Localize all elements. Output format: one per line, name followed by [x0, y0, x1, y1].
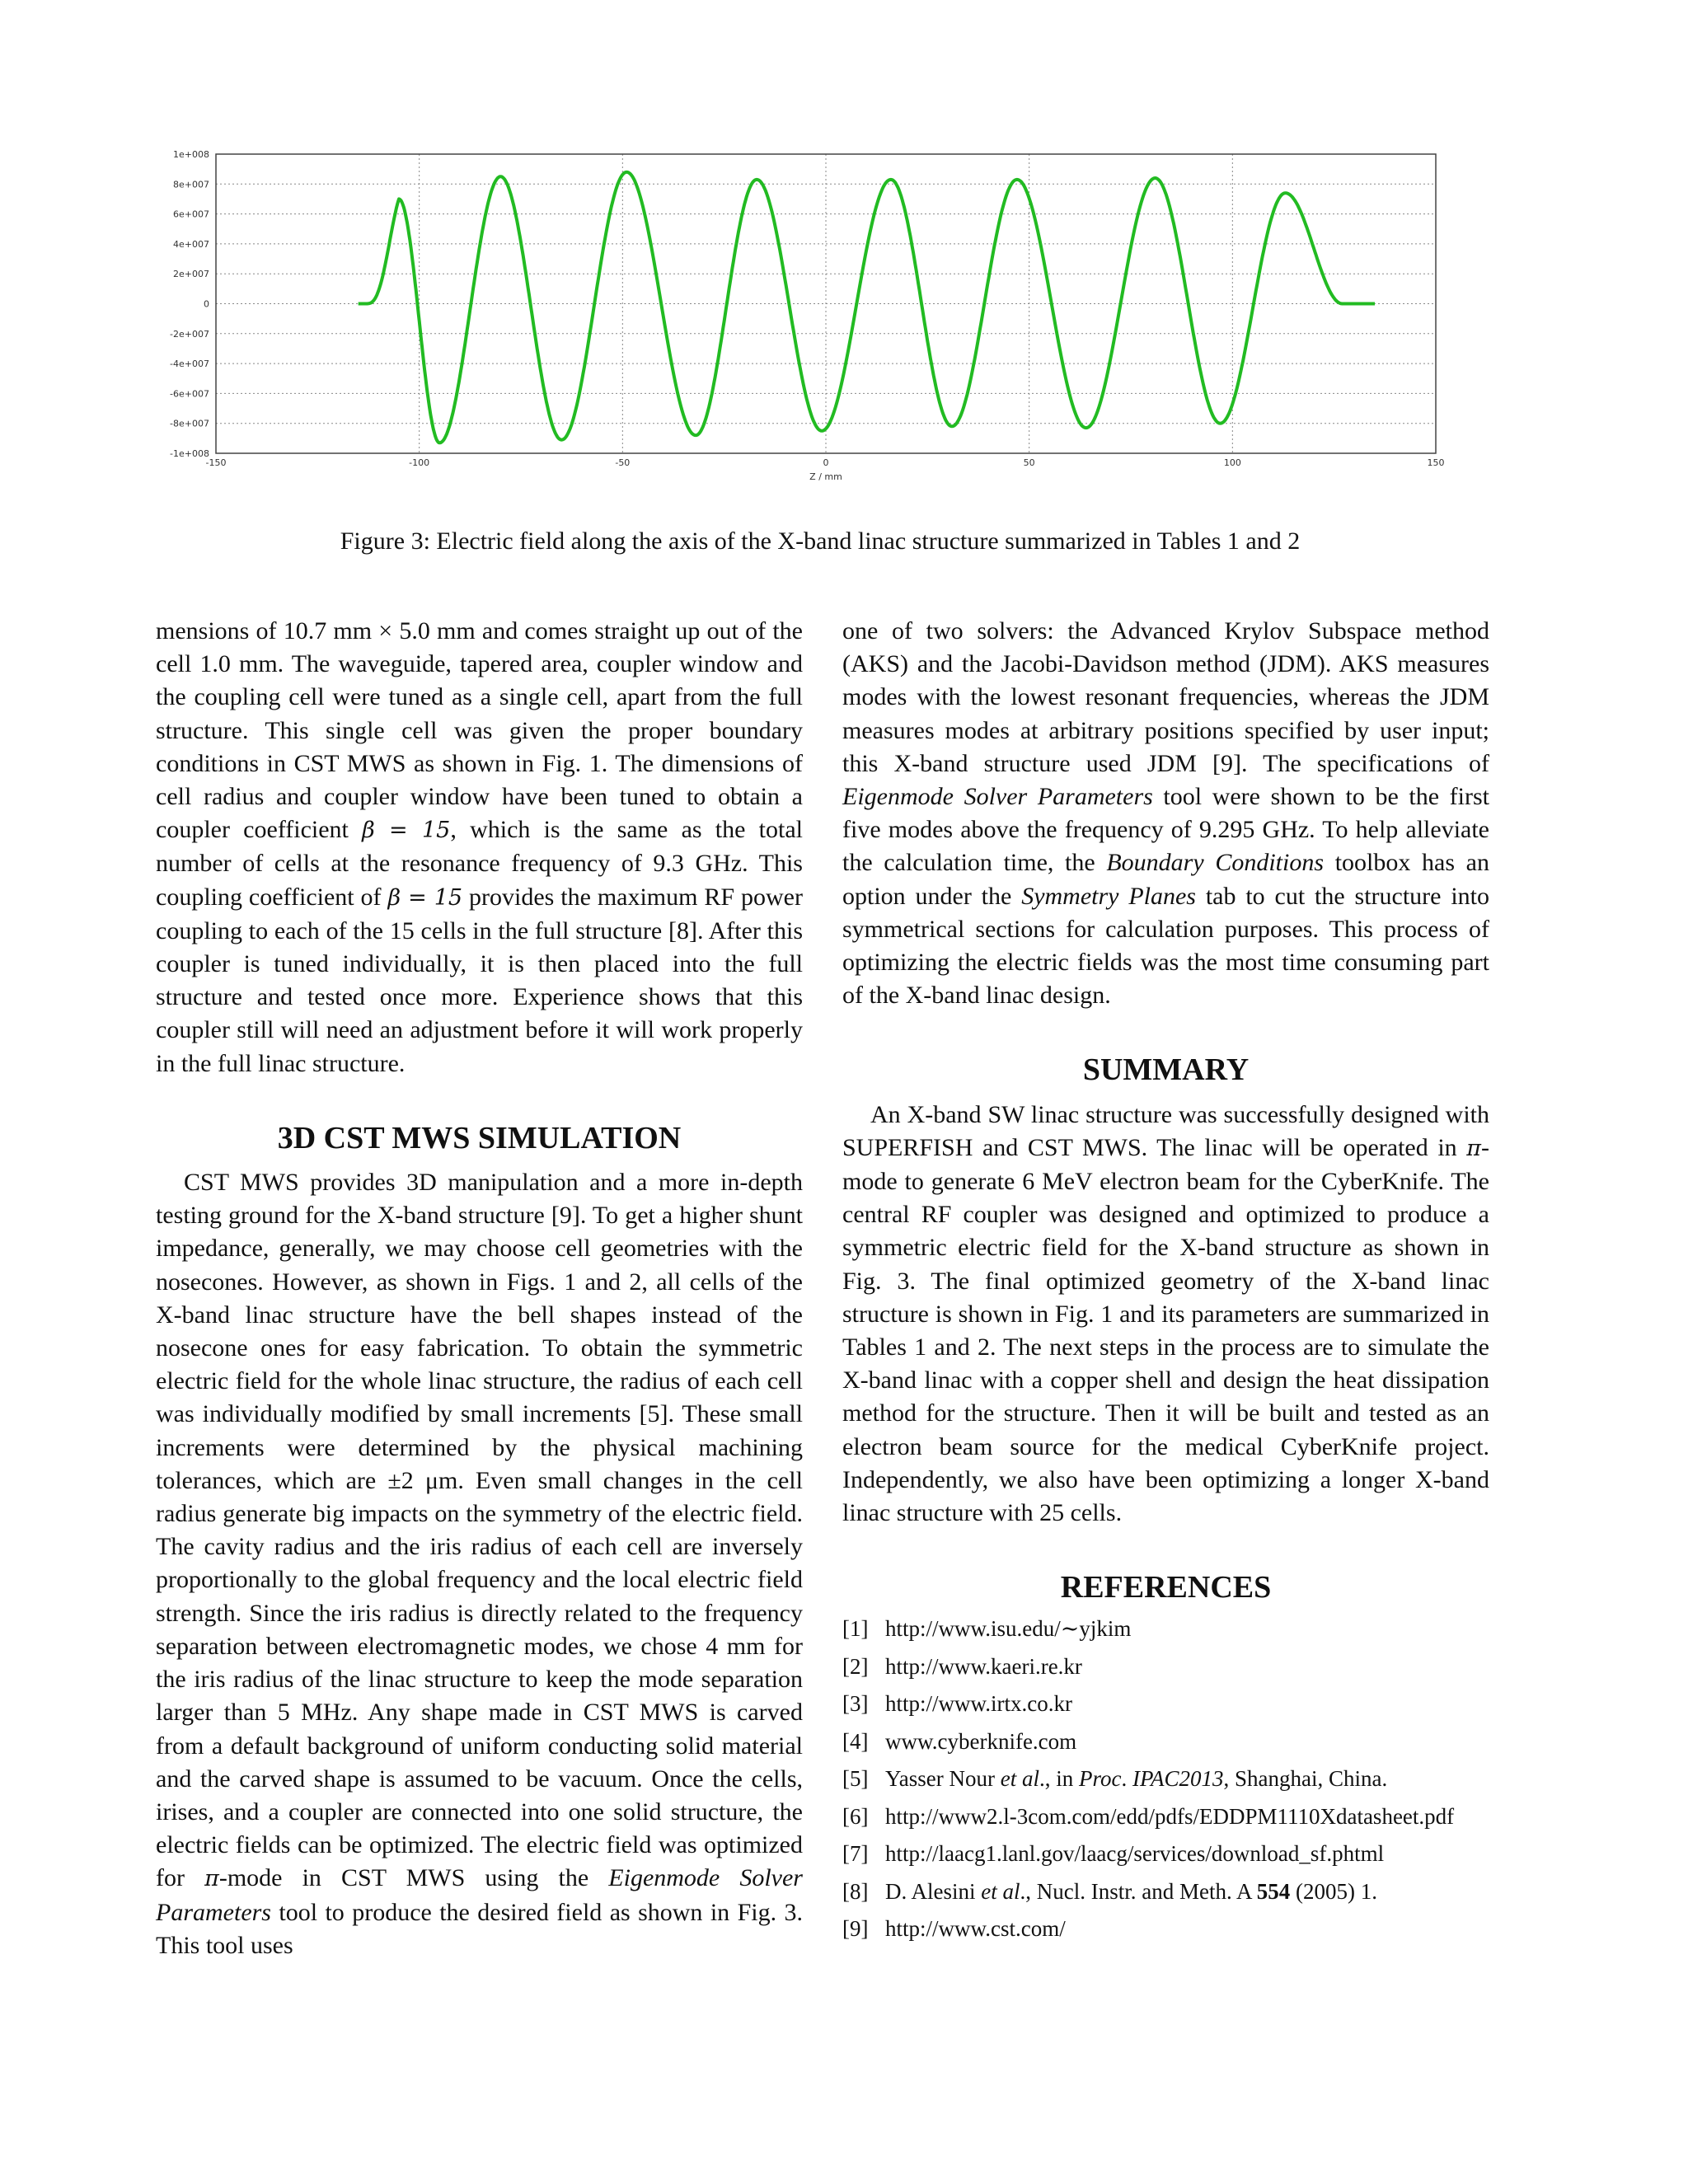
reference-item: [5] Yasser Nour et al., in Proc. IPAC2013, Shanghai, China. [842, 1766, 1388, 1792]
coupler-paragraph: mensions of 10.7 mm × 5.0 mm and comes straight up out of the cell 1.0 mm. The waveguide, tapered area, coupler window and the coupling cell were tuned as a single cell, apart from the full structure. This single cell was given the proper boundary conditions in CST MWS as shown in Fig. 1. The dimensions of cell radius and coupler window have been tuned to obtain a coupler coefficient β = 15, which is the same as the total number of cells at the resonance frequency of 9.3 GHz. This coupling coefficient of β = 15 provides the maximum RF power coupling to each of the 15 cells in the full structure [8]. After this coupler is tuned individually, it is then placed into the full structure and tested once more. Experience shows that this coupler still will need an adjustment before it will work properly in the full linac structure. [156, 617, 804, 1077]
x-axis-label: Z / mm [809, 471, 842, 482]
series-electric-field [359, 172, 1375, 443]
reference-link[interactable]: http://www.kaeri.re.kr [885, 1653, 1082, 1679]
x-tick-label: -150 [205, 457, 227, 468]
x-tick-label: -100 [409, 457, 430, 468]
x-tick-label: 0 [823, 457, 829, 468]
x-axis-ticks [206, 457, 1445, 468]
x-tick-label: 100 [1223, 457, 1241, 468]
y-tick-label: 2e+007 [173, 269, 209, 280]
reference-item: [6] http://www2.l-3com.com/edd/pdfs/EDDPM1110Xdatasheet.pdf [842, 1803, 1455, 1829]
reference-link[interactable]: http://www.irtx.co.kr [885, 1691, 1072, 1717]
reference-link[interactable]: www.cyberknife.com [885, 1728, 1077, 1754]
reference-link[interactable]: http://www.cst.com/ [885, 1916, 1066, 1942]
reference-item: [8] D. Alesini et al., Nucl. Instr. and Meth. A 554 (2005) 1. [842, 1878, 1377, 1904]
y-tick-label: 6e+007 [173, 209, 209, 220]
reference-item: [3] http://www.irtx.co.kr [842, 1691, 1072, 1717]
summary-paragraph: An X-band SW linac structure was successfully designed with SUPERFISH and CST MWS. The linac will be operated in π-mode to generate 6 MeV electron beam for the CyberKnife. The central RF coupler was designed and optimized to produce a symmetric electric field for the X-band structure as shown in Fig. 3. The final optimized geometry of the X-band linac structure is shown in Fig. 1 and its parameters are summarized in Tables 1 and 2. The next steps in the process are to simulate the X-band linac with a copper shell and design the heat dissipation method for the structure. Then it will be built and tested as an electron beam source for the medical CyberKnife project. Independently, we also have been optimizing a longer X-band linac structure with 25 cells. [842, 1100, 1489, 1527]
solver-paragraph: one of two solvers: the Advanced Krylov Subspace method (AKS) and the Jacobi-Davidson method (JDM). AKS measures modes with the lowest resonant frequencies, whereas the JDM measures modes at arbitrary positions specified by user input; this X-band structure used JDM [9]. The specifications of Eigenmode Solver Parameters tool were shown to be the first five modes above the frequency of 9.295 GHz. To help alleviate the calculation time, the Boundary Conditions toolbox has an option under the Symmetry Planes tab to cut the structure into symmetrical sections for calculation purposes. This process of optimizing the electric fields was the most time consuming part of the X-band linac design. [842, 617, 1490, 1010]
y-tick-label: 4e+007 [173, 238, 209, 250]
y-tick-label: -6e+007 [170, 388, 209, 400]
reference-item: [9] http://www.cst.com/ [842, 1916, 1066, 1942]
reference-item: [2] http://www.kaeri.re.kr [842, 1653, 1082, 1679]
x-tick-label: 150 [1427, 457, 1445, 468]
x-tick-label: 50 [1023, 457, 1035, 468]
y-tick-label: 1e+008 [173, 149, 209, 160]
left-column [156, 615, 803, 1962]
reference-link[interactable]: http://laacg1.lanl.gov/laacg/services/download_sf.phtml [885, 1841, 1385, 1867]
reference-item: [7] http://laacg1.lanl.gov/laacg/services/download_sf.phtml [842, 1841, 1385, 1867]
y-tick-label: -2e+007 [170, 328, 209, 340]
reference-list [842, 1615, 1489, 1942]
reference-text: D. Alesini et al., Nucl. Instr. and Meth. A 554 (2005) 1. [885, 1878, 1377, 1904]
reference-text: Yasser Nour et al., in Proc. IPAC2013, Shanghai, China. [885, 1766, 1388, 1792]
y-tick-label: 0 [204, 298, 209, 310]
figure-caption: Figure 3: Electric field along the axis of the X-band linac structure summarized in Tables 1 and 2 [340, 527, 1301, 555]
right-column [842, 615, 1489, 1953]
section-heading-references: REFERENCES [1060, 1570, 1272, 1605]
simulation-paragraph: CST MWS provides 3D manipulation and a more in-depth testing ground for the X-band structure [9]. To get a higher shunt impedance, generally, we may choose cell geometries with the nosecones. However, as shown in Figs. 1 and 2, all cells of the X-band linac structure have the bell shapes instead of the nosecone ones for easy fabrication. To obtain the symmetric electric field for the whole linac structure, the radius of each cell was individually modified by small increments [5]. These small increments were determined by the physical machining tolerances, which are ±2 μm. Even small changes in the cell radius generate big impacts on the symmetry of the electric field. The cavity radius and the iris radius of each cell are inversely proportionally to the global frequency and the local electric field strength. Since the iris radius is directly related to the frequency separation between electromagnetic modes, we chose 4 mm for the iris radius of the linac structure to keep the mode separation larger than 5 MHz. Any shape made in CST MWS is carved from a default background of uniform conducting solid material and the carved shape is assumed to be vacuum. Once the cells, irises, and a coupler are connected into one solid structure, the electric fields can be optimized. The electric field was optimized for π-mode in CST MWS using the Eigenmode Solver Parameters tool to produce the desired field as shown in Fig. 3. This tool uses [156, 1169, 803, 1959]
y-tick-label: 8e+007 [173, 179, 209, 190]
y-tick-label: -4e+007 [170, 359, 209, 370]
reference-item: [4] www.cyberknife.com [842, 1728, 1077, 1754]
reference-item: [1] http://www.isu.edu/∼yjkim [842, 1616, 1132, 1642]
reference-link[interactable]: http://www.isu.edu/∼yjkim [885, 1616, 1132, 1642]
electric-field-chart [157, 144, 1484, 490]
y-axis-ticks [170, 149, 209, 459]
x-tick-label: -50 [615, 457, 631, 468]
y-tick-label: -1e+008 [170, 448, 209, 459]
section-heading-summary: SUMMARY [1082, 1052, 1250, 1088]
reference-link[interactable]: http://www2.l-3com.com/edd/pdfs/EDDPM1110Xdatasheet.pdf [885, 1803, 1455, 1829]
y-tick-label: -8e+007 [170, 418, 209, 429]
section-heading-simulation: 3D CST MWS SIMULATION [277, 1120, 682, 1155]
